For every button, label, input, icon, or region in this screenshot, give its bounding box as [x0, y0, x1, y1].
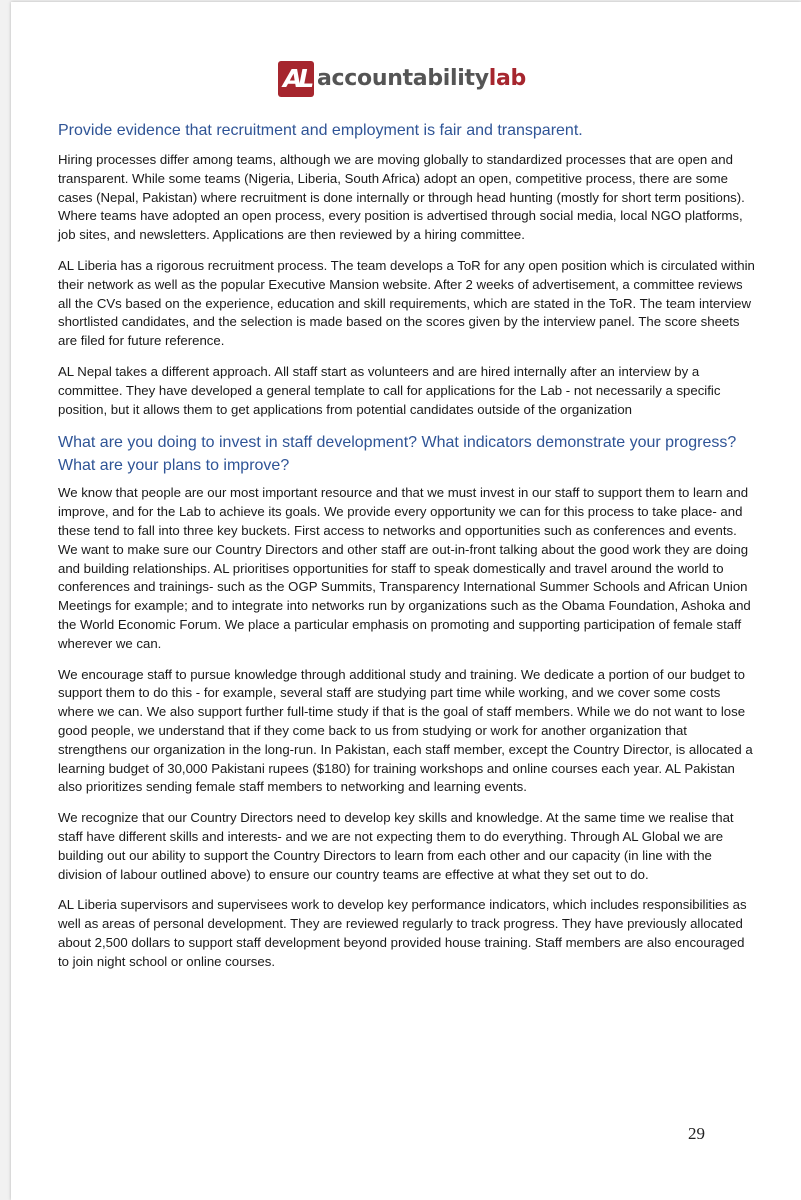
paragraph: We encourage staff to pursue knowledge through additional study and training. We dedicate a portion of our budget to support them to do this - for example, several staff are studying part time while working, and we cover some costs where we can. We also support further full-time study if that is the goal of staff members. While we do not want to lose good people, we understand that if they come back to us from studying or work for another organization that strengthens our organization in the long-run. In Pakistan, each staff member, except the Country Director, is allocated a learning budget of 30,000 Pakistani rupees ($180) for training workshops and online courses each year. AL Pakistan also prioritizes sending female staff members to networking and learning events. [58, 666, 753, 795]
document-page [11, 2, 801, 1200]
logo-wordmark [317, 64, 526, 94]
document-body [58, 119, 758, 983]
page-number: 29 [688, 1124, 705, 1143]
paragraph: We know that people are our most important resource and that we must invest in our staff to support them to learn and improve, and for the Lab to achieve its goals. We provide every opportunity we can for this process to take place- and these tend to fall into three key buckets. First access to networks and opportunities such as conferences and events. We want to make sure our Country Directors and other staff are out-in-front talking about the good work they are doing and building relationships. AL prioritises opportunities for staff to speak domestically and travel around the world to conferences and trainings- such as the OGP Summits, Transparency International Summer Schools and African Union Meetings for example; and to integrate into networks run by organizations such as the Obama Foundation, Ashoka and the World Economic Forum. We place a particular emphasis on promoting and supporting participation of female staff wherever we can. [58, 485, 751, 651]
logo-word-primary: accountability [317, 66, 489, 91]
paragraph: AL Liberia has a rigorous recruitment process. The team develops a ToR for any open position which is circulated within their network as well as the popular Executive Mansion website. After 2 weeks of advertisement, a committee reviews all the CVs based on the experience, education and skill requirements, which are stated in the ToR. The team interview shortlisted candidates, and the selection is made based on the scores given by the interview panel. The score sheets are filed for future reference. [58, 257, 755, 349]
logo-word-accent: lab [488, 66, 527, 91]
logo-mark [278, 61, 314, 97]
paragraph: Hiring processes differ among teams, although we are moving globally to standardized processes that are open and transparent. While some teams (Nigeria, Liberia, South Africa) adopt an open, competitive process, there are some cases (Nepal, Pakistan) where recruitment is done internally or through head hunting (mostly for short term positions). Where teams have adopted an open process, every position is advertised through social media, local NGO platforms, job sites, and newsletters. Applications are then reviewed by a hiring committee. [58, 152, 745, 243]
paragraph: We recognize that our Country Directors need to develop key skills and knowledge. At the same time we realise that staff have different skills and interests- and we are not expecting them to do everything. Through AL Global we are building out our ability to support the Country Directors to learn from each other and our capacity (in line with the division of labour outlined above) to ensure our country teams are effective at what they set out to do. [58, 810, 734, 882]
paragraph: AL Nepal takes a different approach. All staff start as volunteers and are hired internally after an interview by a committee. They have developed a general template to call for applications for the Lab - not necessarily a specific position, but it allows them to get applications from potential candidates outside of the organization [58, 363, 721, 417]
paragraph: AL Liberia supervisors and supervisees work to develop key performance indicators, which includes responsibilities as well as areas of personal development. They are reviewed regularly to track progress. They have previously allocated about 2,500 dollars to support staff development beyond provided house training. Staff members are also encouraged to join night school or online courses. [58, 897, 747, 969]
accountability-lab-logo [278, 60, 526, 98]
section-heading-recruitment: Provide evidence that recruitment and employment is fair and transparent. [58, 122, 583, 139]
logo-mark-text: AL [283, 64, 311, 93]
section-heading-development: What are you doing to invest in staff development? What indicators demonstrate your progress? What are your plans to improve? [58, 434, 737, 475]
